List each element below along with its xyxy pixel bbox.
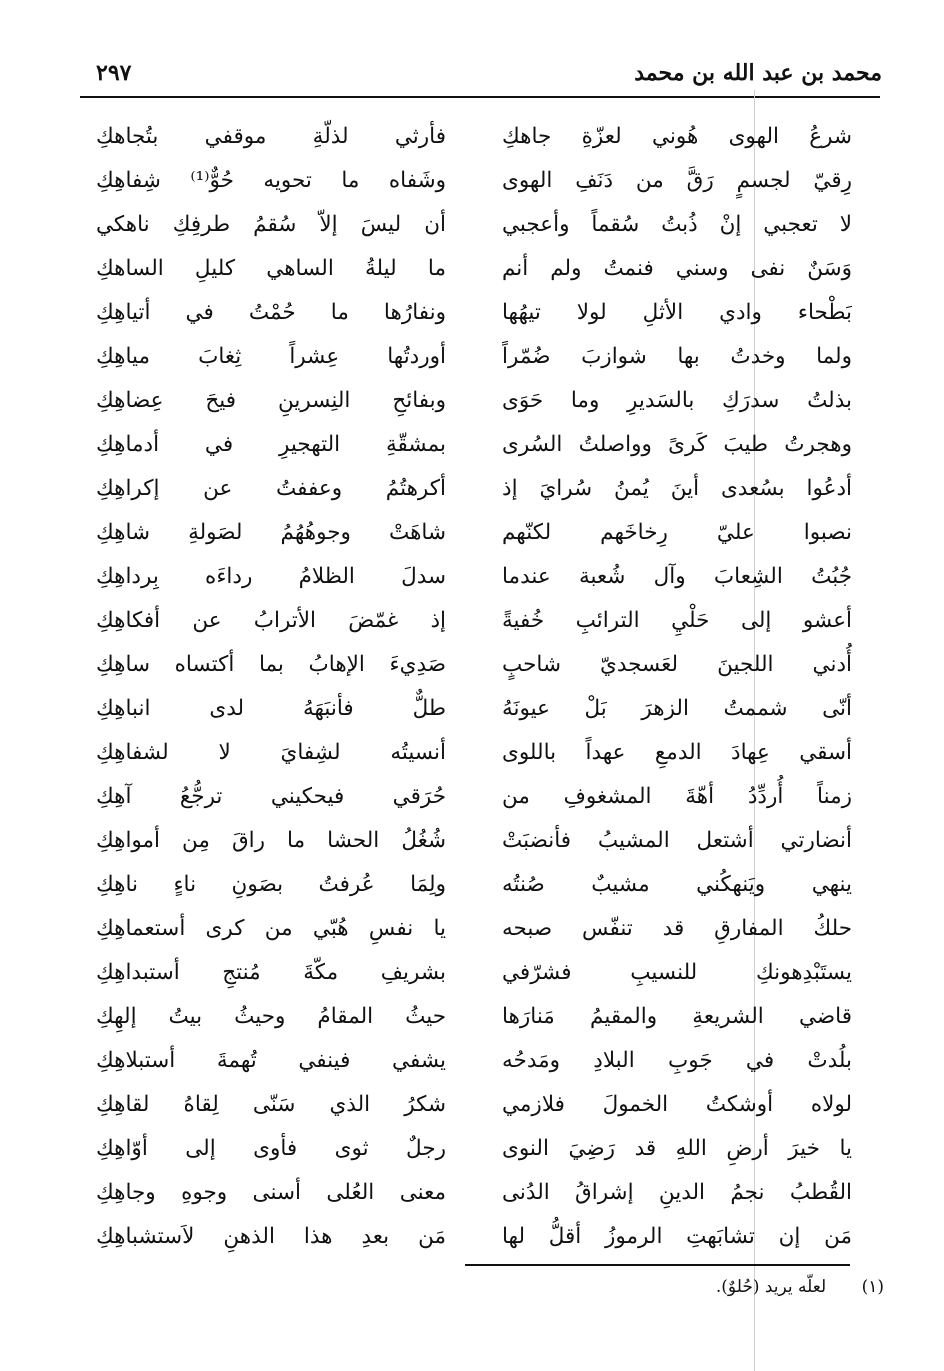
verse-line: مَن إن تشابَهتِ الرموزُ أقلُّ لها [502,1224,852,1249]
verse-line: بذلتُ سدرَكِ بالسَديرِ وما حَوَى [502,388,852,413]
verse-line: ولما وخدتُ بها شوازبَ ضُمّراً [502,344,852,369]
verse-line: وبفائحِ النِسرينِ فيحَ عِضاهِكِ [96,388,446,413]
verse-line: أُدني اللجينَ لعَسجديّ شاحبٍ [502,652,852,677]
page-number: ٢٩٧ [96,60,132,86]
verse-line: أسقي عِهادَ الدمعِ عهداً باللوى [502,740,852,765]
verse-line: ولِمَا عُرفتُ بصَونِ ناءٍ ناهِكِ [96,872,446,897]
verse-line: طلٌّ فأنبَهَهُ لدى انباهِكِ [96,696,446,721]
verse-line: مَن بعدِ هذا الذهنِ لاَستشباهِكِ [96,1224,446,1249]
footnote-marker: (١) [861,1277,884,1297]
running-head-title: محمد بن عبد الله بن محمد [634,60,882,86]
verse-line: ينهي ويَنهكُني مشيبٌ صُنتُه [502,872,852,897]
header-rule [80,96,880,98]
verse-line: القُطبُ نجمُ الدينِ إشراقُ الدُنى [502,1180,852,1205]
verse-line: شكرُ الذي سَنّى لِقاهُ لقاهِكِ [96,1092,446,1117]
verse-line: يا نفسِ هُبّي من كرى أستعماهِكِ [96,916,446,941]
left-hemistich-column [96,115,446,1259]
verse-line: زمناً أُردِّدُ أهّةَ المشغوفِ من [502,784,852,809]
verse-line: ما ليلةُ الساهي كليلِ الساهكِ [96,256,446,281]
verse-line: فأرثي لذلّةِ موقفي بتُجاهكِ [96,124,446,149]
verse-line: يا خيرَ أرضِ اللهِ قد رَضِيَ النوى [502,1136,852,1161]
verse-line: شاهَتْ وجوهُهُمُ لصَولةِ شاهِكِ [96,520,446,545]
verse-line: بلُدتْ في جَوبِ البلادِ ومَدحُه [502,1048,852,1073]
footnote-text: لعلّه يريد (حُلوٌ). [715,1277,827,1297]
verse-line: يشفي فينفي تُهمةَ أستبلاهِكِ [96,1048,446,1073]
verse-line: رجلٌ ثوى فأوى إلى أوّاهِكِ [96,1136,446,1161]
verse-line: سدلَ الظلامُ رداءَه بِرداهِكِ [96,564,446,589]
verse-line: لولاه أوشكتُ الخمولَ فلازمي [502,1092,852,1117]
footnote-rule [465,1264,850,1266]
verse-line: حيثُ المقامُ وحيثُ بيتُ إلهِكِ [96,1004,446,1029]
verse-line: بمشقّةِ التهجيرِ في أدماهِكِ [96,432,446,457]
verse-line: أوردتُها عِشراً ثِغابَ مياهِكِ [96,344,446,369]
verse-line: شرعُ الهوى هُوني لعزّةِ جاهكِ [502,124,852,149]
verse-line: إذ غمّضَ الأترابُ عن أفكاهِكِ [96,608,446,633]
verse-line: ونفارُها ما حُمْتُ في أتياهِكِ [96,300,446,325]
verse-line: أنّى شممتُ الزهرَ بَلْ عيونَهُ [502,696,852,721]
verse-line: قاضي الشريعةِ والمقيمُ مَنارَها [502,1004,852,1029]
verse-line: بشريفِ مكّةَ مُنتجِ أستبداهِكِ [96,960,446,985]
verse-line: أنضارتي أشتعل المشيبُ فأنضبَتْ [502,828,852,853]
verse-line: حُرَقي فيحكيني ترجُّعُ آهِكِ [96,784,446,809]
verse-line: أنسيتُه لشِفايَ لا لشفاهِكِ [96,740,446,765]
verse-line: أن ليسَ إلاّ سُقمُ طرفِكِ ناهكي [96,212,446,237]
verse-line: بَطْحاء وادي الأثلِ لولا تيهُها [502,300,852,325]
verse-line: معنى العُلى أسنى وجوهِ وجاهِكِ [96,1180,446,1205]
verse-line: رِقيّ لجسمٍ رَقَّ من دَنَفِ الهوى [502,168,852,193]
verse-line: لا تعجبي إنْ ذُبتُ سُقماً وأعجبي [502,212,852,237]
verse-line: نصبوا عليّ رِخاخَهم لكنّهم [502,520,852,545]
verse-line: أدعُوا بسُعدى أينَ يُمنُ سُرايَ إذ [502,476,852,501]
verse-line: يستَبْدِهونكِ للنسيبِ فشرّفي [502,960,852,985]
verse-line: أكرهتُمُ وعففتُ عن إكراهِكِ [96,476,446,501]
verse-line: شُغُلُ الحشا ما راقَ مِن أمواهِكِ [96,828,446,853]
verse-line: أعشو إلى حَلْيِ الترائبِ خُفيةً [502,608,852,633]
verse-line: حلكُ المفارقِ قد تنفّس صبحه [502,916,852,941]
verse-line: وهجرتُ طيبَ كَرىً وواصلتُ السُرى [502,432,852,457]
verse-line: وشَفاه ما تحويه حُوٌّ⁽¹⁾ شِفاهِكِ [96,168,446,193]
footnote [716,1277,884,1297]
verse-line: صَدِيءَ الإهابُ بما أكتساه ساهِكِ [96,652,446,677]
verse-line: وَسَنٌ نفى وسني فنمتُ ولم أنم [502,256,852,281]
right-hemistich-column [502,115,852,1259]
verse-line: جُبُتُ الشِعابَ وآل شُعبة عندما [502,564,852,589]
